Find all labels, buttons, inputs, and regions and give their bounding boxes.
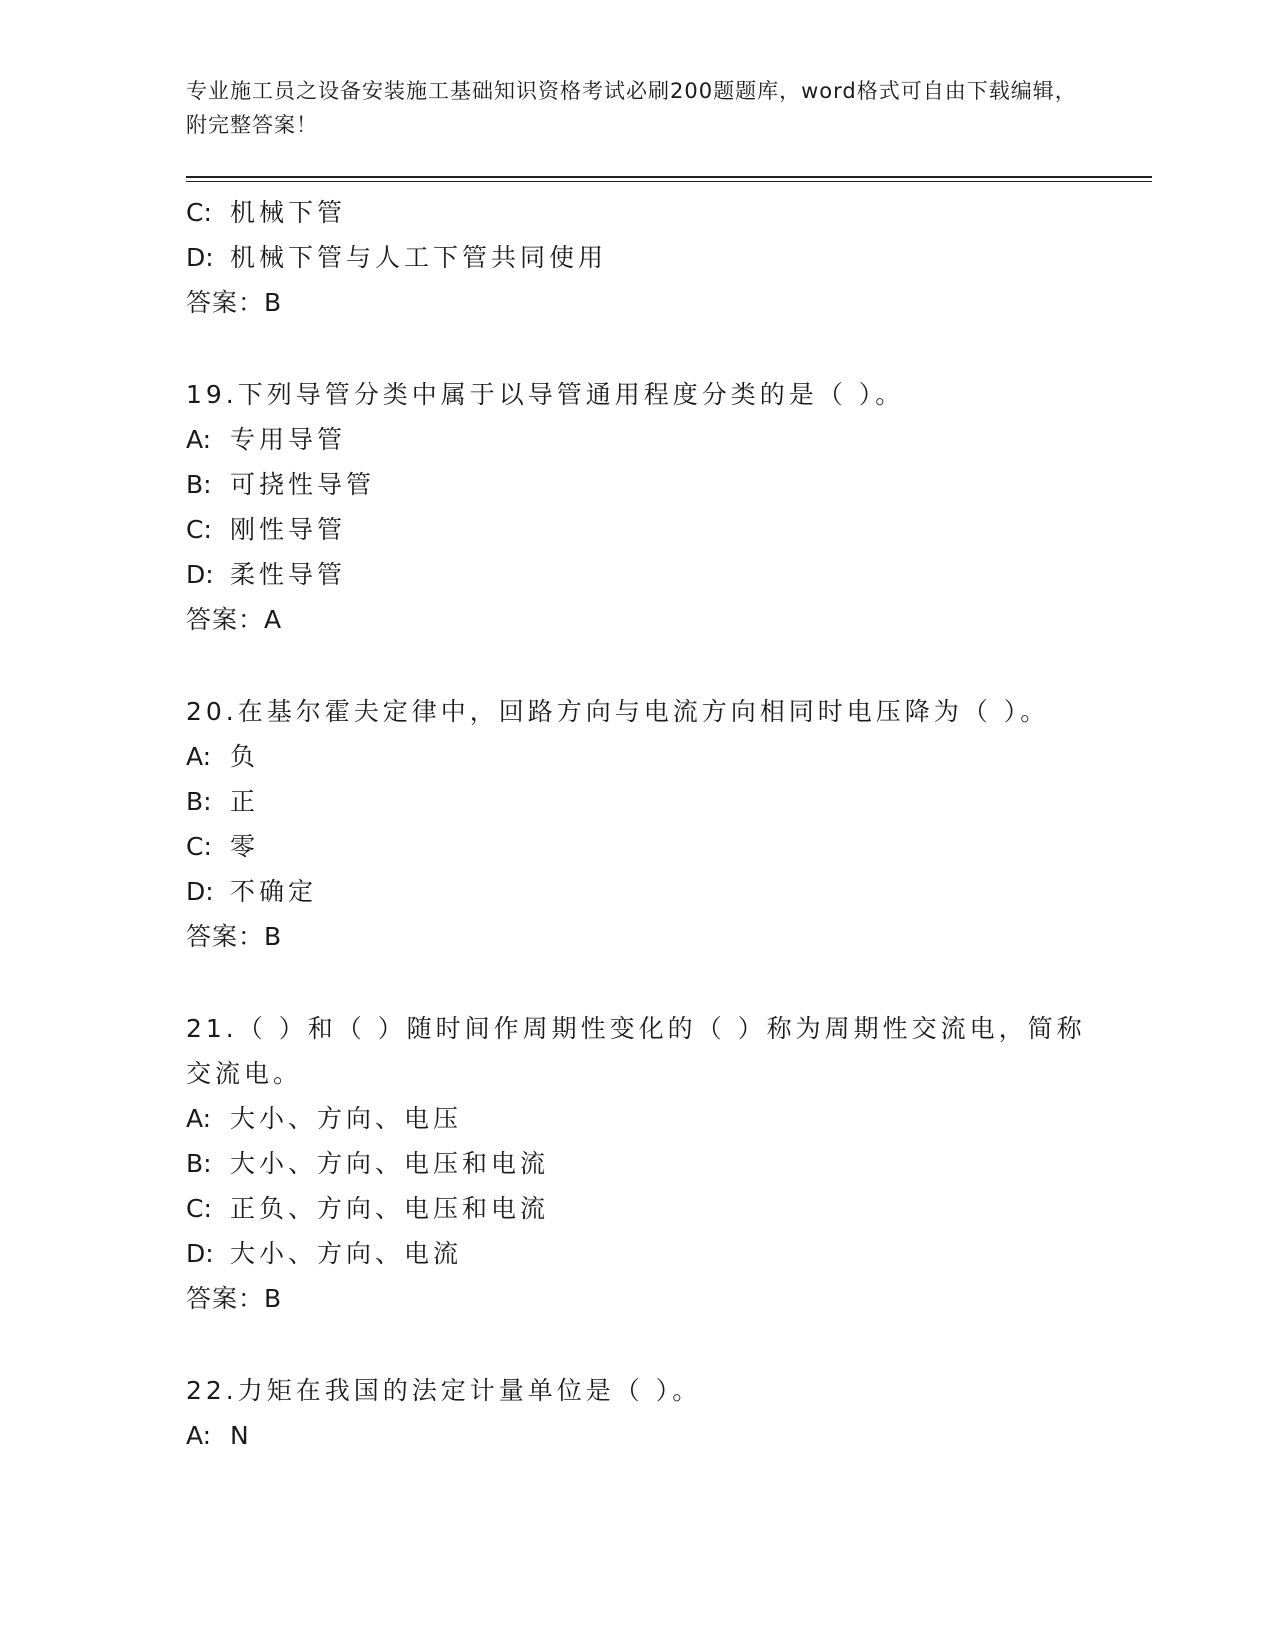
document-title: 专业施工员之设备安装施工基础知识资格考试必刷200题题库，word格式可自由下载编辑，附完整答案！ bbox=[186, 79, 1077, 137]
header-rule-thick bbox=[186, 176, 1152, 178]
spacer bbox=[186, 325, 1086, 372]
question-stem: 19.下列导管分类中属于以导管通用程度分类的是（ ）。 bbox=[186, 380, 905, 409]
option-text: 不确定 bbox=[230, 877, 318, 906]
option-line bbox=[186, 190, 1086, 235]
option-label: C: bbox=[186, 1194, 212, 1223]
question-stem: 22.力矩在我国的法定计量单位是（ ）。 bbox=[186, 1376, 702, 1405]
option-label: C: bbox=[186, 832, 212, 861]
option-label: A: bbox=[186, 425, 212, 454]
option-text: 零 bbox=[230, 832, 260, 861]
option-line bbox=[186, 507, 1086, 552]
option-label: B: bbox=[186, 1149, 212, 1178]
option-label: D: bbox=[186, 877, 214, 906]
option-text: 大小、方向、电流 bbox=[230, 1239, 463, 1268]
question-block-20 bbox=[186, 689, 1086, 959]
spacer bbox=[186, 642, 1086, 689]
header-rule-thin bbox=[186, 181, 1152, 182]
question-block-19 bbox=[186, 372, 1086, 642]
option-line bbox=[186, 1141, 1086, 1186]
option-line bbox=[186, 1186, 1086, 1231]
option-label: B: bbox=[186, 787, 212, 816]
option-text: 柔性导管 bbox=[230, 560, 347, 589]
option-label: A: bbox=[186, 1421, 212, 1450]
option-text: 专用导管 bbox=[230, 425, 347, 454]
option-text: 大小、方向、电压和电流 bbox=[230, 1149, 550, 1178]
option-label: D: bbox=[186, 243, 214, 272]
answer-line: 答案：B bbox=[186, 288, 283, 317]
option-text: 正 bbox=[230, 787, 260, 816]
option-text: 机械下管与人工下管共同使用 bbox=[230, 243, 608, 272]
question-stem: 20.在基尔霍夫定律中，回路方向与电流方向相同时电压降为（ ）。 bbox=[186, 697, 1050, 726]
question-stem: 21.（ ）和（ ）随时间作周期性变化的（ ）称为周期性交流电，简称交流电。 bbox=[186, 1014, 1086, 1088]
carryover-block bbox=[186, 190, 1086, 325]
answer-line: 答案：A bbox=[186, 605, 283, 634]
option-text: 刚性导管 bbox=[230, 515, 347, 544]
option-label: D: bbox=[186, 560, 214, 589]
option-line bbox=[186, 1413, 1086, 1458]
option-line bbox=[186, 1096, 1086, 1141]
answer-line: 答案：B bbox=[186, 922, 283, 951]
option-label: D: bbox=[186, 1239, 214, 1268]
option-line bbox=[186, 462, 1086, 507]
option-label: C: bbox=[186, 198, 212, 227]
option-label: C: bbox=[186, 515, 212, 544]
option-label: A: bbox=[186, 1104, 212, 1133]
option-label: A: bbox=[186, 742, 212, 771]
option-text: 负 bbox=[230, 742, 260, 771]
spacer bbox=[186, 959, 1086, 1006]
option-text: 正负、方向、电压和电流 bbox=[230, 1194, 550, 1223]
option-line bbox=[186, 1231, 1086, 1276]
option-line bbox=[186, 235, 1086, 280]
option-line bbox=[186, 824, 1086, 869]
page-header bbox=[186, 74, 1086, 142]
option-line bbox=[186, 734, 1086, 779]
answer-line: 答案：B bbox=[186, 1284, 283, 1313]
option-text: N bbox=[230, 1421, 253, 1450]
option-line bbox=[186, 779, 1086, 824]
option-line bbox=[186, 417, 1086, 462]
option-text: 大小、方向、电压 bbox=[230, 1104, 463, 1133]
option-text: 机械下管 bbox=[230, 198, 347, 227]
question-block-21 bbox=[186, 1006, 1086, 1321]
option-label: B: bbox=[186, 470, 212, 499]
question-block-22 bbox=[186, 1368, 1086, 1458]
option-text: 可挠性导管 bbox=[230, 470, 376, 499]
option-line bbox=[186, 869, 1086, 914]
question-content bbox=[186, 190, 1086, 1458]
spacer bbox=[186, 1321, 1086, 1368]
option-line bbox=[186, 552, 1086, 597]
